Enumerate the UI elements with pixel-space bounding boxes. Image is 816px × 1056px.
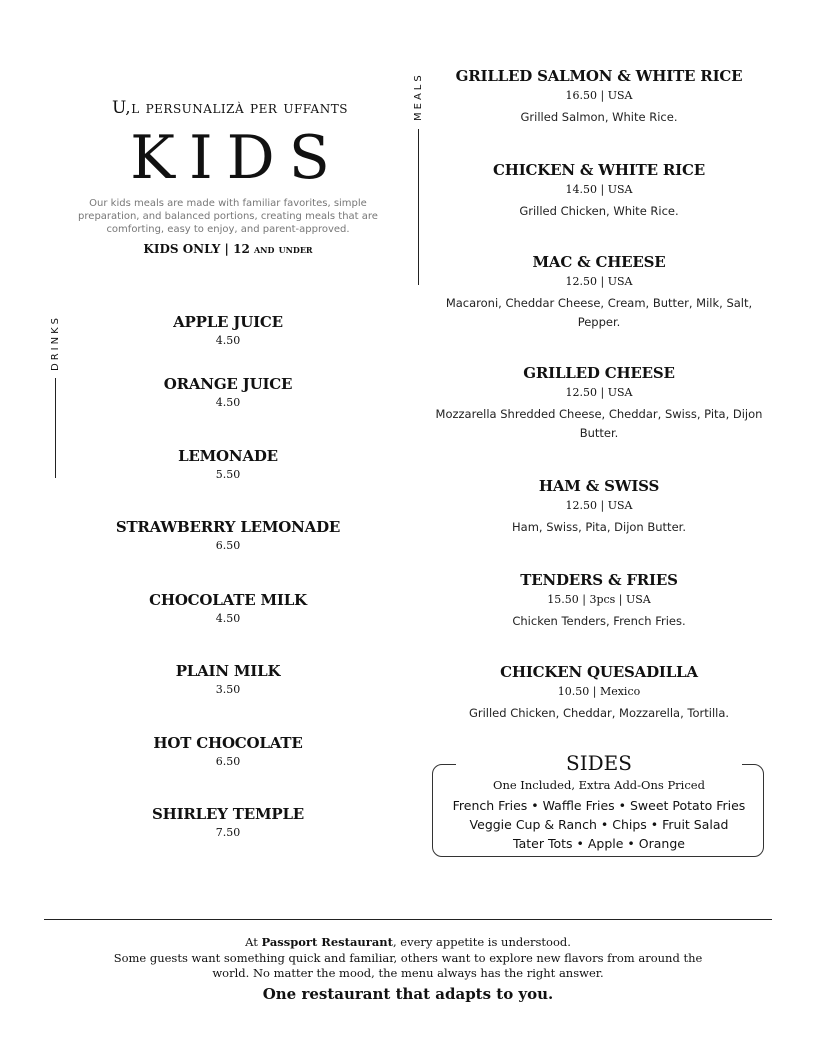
footer-line-1-pre: At xyxy=(245,935,262,949)
drink-name: CHOCOLATE MILK xyxy=(149,591,307,609)
meal-description: Grilled Chicken, Cheddar, Mozzarella, Tortilla. xyxy=(468,706,730,720)
drink-price: 3.50 xyxy=(215,683,241,696)
meal-item xyxy=(432,662,766,723)
drink-name: HOT CHOCOLATE xyxy=(153,734,303,752)
meal-name: HAM & SWISS xyxy=(538,477,660,495)
restaurant-name: Passport Restaurant xyxy=(261,935,393,949)
drink-item xyxy=(100,804,356,842)
meal-name: TENDERS & FRIES xyxy=(520,571,678,589)
footer-line-1-post: , every appetite is understood. xyxy=(392,935,571,949)
footer-line-2: Some guests want something quick and familiar, others want to explore new flavors from around the xyxy=(113,950,703,965)
footer-line-3: world. No matter the mood, the menu always has the right answer. xyxy=(212,966,604,980)
meal-description: Grilled Salmon, White Rice. xyxy=(520,110,678,124)
drink-price: 6.50 xyxy=(215,539,241,552)
drink-price: 4.50 xyxy=(215,334,241,347)
meal-price: 15.50 | 3pcs | USA xyxy=(547,593,651,606)
meal-description: Ham, Swiss, Pita, Dijon Butter. xyxy=(512,520,686,534)
meal-item xyxy=(432,160,766,221)
drink-item xyxy=(100,517,356,555)
intro-text: Our kids meals are made with familiar favorites, simple preparation, and balanced portions, creating meals that are comforting, easy to enjoy, and parent-approved. xyxy=(78,198,378,235)
drink-price: 4.50 xyxy=(215,396,241,409)
drink-price: 4.50 xyxy=(215,612,241,625)
meals-divider xyxy=(418,129,419,285)
drinks-divider xyxy=(55,378,56,478)
sides-options-line: Veggie Cup & Ranch • Chips • Fruit Salad xyxy=(469,817,729,832)
sides-title: SIDES xyxy=(566,751,632,775)
meal-item xyxy=(432,252,766,332)
meal-item xyxy=(432,570,766,631)
footer-tagline: One restaurant that adapts to you. xyxy=(262,985,554,1003)
drink-name: ORANGE JUICE xyxy=(163,375,293,393)
sides-subtitle: One Included, Extra Add-Ons Priced xyxy=(493,778,705,792)
meal-price: 10.50 | Mexico xyxy=(557,685,641,698)
drink-name: APPLE JUICE xyxy=(173,313,283,331)
menu-subtitle: U,l persunalizà per uffants xyxy=(112,98,348,118)
page-title: KIDS xyxy=(130,123,344,193)
meal-item xyxy=(432,66,766,127)
meal-description: Macaroni, Cheddar Cheese, Cream, Butter, Milk, Salt, Pepper. xyxy=(445,296,753,329)
meal-name: GRILLED CHEESE xyxy=(523,364,675,382)
sides-options-line: Tater Tots • Apple • Orange xyxy=(513,836,685,851)
footer-line-1 xyxy=(60,935,756,951)
drink-item xyxy=(100,661,356,699)
drink-name: SHIRLEY TEMPLE xyxy=(151,805,305,823)
meal-name: GRILLED SALMON & WHITE RICE xyxy=(455,67,743,85)
drink-price: 6.50 xyxy=(215,755,241,768)
drink-price: 7.50 xyxy=(215,826,241,839)
drink-item xyxy=(100,590,356,628)
meal-name: CHICKEN QUESADILLA xyxy=(500,663,698,681)
meal-description: Grilled Chicken, White Rice. xyxy=(519,204,679,218)
drink-name: PLAIN MILK xyxy=(175,662,281,680)
meals-section-label: MEALS xyxy=(413,72,424,121)
age-restriction: KIDS ONLY | 12 and under xyxy=(143,242,313,256)
drinks-section-label: DRINKS xyxy=(50,315,61,371)
meal-item xyxy=(432,363,766,443)
drink-item xyxy=(100,312,356,350)
meal-description: Chicken Tenders, French Fries. xyxy=(512,614,686,628)
meal-price: 14.50 | USA xyxy=(565,183,633,196)
drink-item xyxy=(100,733,356,771)
meal-description: Mozzarella Shredded Cheese, Cheddar, Swiss, Pita, Dijon Butter. xyxy=(435,407,763,440)
meal-price: 12.50 | USA xyxy=(565,386,633,399)
meal-price: 12.50 | USA xyxy=(565,499,633,512)
drink-price: 5.50 xyxy=(215,468,241,481)
footer-text xyxy=(60,935,756,982)
footer-divider xyxy=(44,919,772,920)
meal-price: 16.50 | USA xyxy=(565,89,633,102)
meal-name: MAC & CHEESE xyxy=(532,253,666,271)
drink-item xyxy=(100,374,356,412)
meal-name: CHICKEN & WHITE RICE xyxy=(493,161,705,179)
drink-name: LEMONADE xyxy=(178,447,278,465)
drink-item xyxy=(100,446,356,484)
meal-price: 12.50 | USA xyxy=(565,275,633,288)
meal-item xyxy=(432,476,766,537)
drink-name: STRAWBERRY LEMONADE xyxy=(115,518,341,536)
sides-options-line: French Fries • Waffle Fries • Sweet Potato Fries xyxy=(452,798,746,813)
